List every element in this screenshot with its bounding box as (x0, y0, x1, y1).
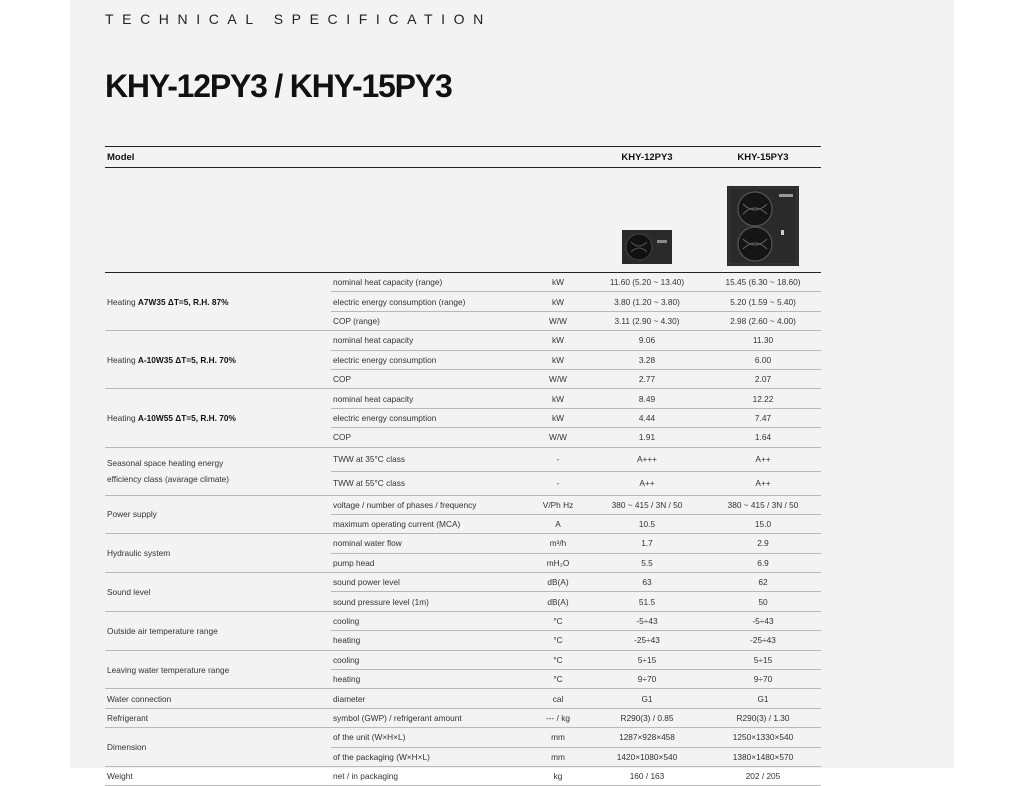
value-cell-2: 5÷15 (705, 650, 821, 669)
value-cell-1: 51.5 (589, 592, 705, 611)
value-cell-2: 6.00 (705, 350, 821, 369)
param-cell: symbol (GWP) / refrigerant amount (331, 708, 527, 727)
value-cell-1: G1 (589, 689, 705, 708)
param-cell: heating (331, 670, 527, 689)
value-cell-2: 1380×1480×570 (705, 747, 821, 766)
table-row (105, 573, 821, 592)
value-cell-1: 380 ~ 415 / 3N / 50 (589, 495, 705, 514)
product-image-cell-1 (589, 168, 705, 273)
param-cell: nominal heat capacity (331, 389, 527, 408)
unit-cell: °C (527, 650, 589, 669)
table-row (105, 495, 821, 514)
unit-cell: m³/h (527, 534, 589, 553)
unit-cell: °C (527, 631, 589, 650)
value-cell-1: 5.5 (589, 553, 705, 572)
param-cell: TWW at 55°C class (331, 471, 527, 495)
category-dimension: Dimension (105, 728, 331, 767)
model-col-2: KHY-15PY3 (705, 147, 821, 168)
heat-pump-large-image (727, 186, 799, 266)
param-cell: net / in packaging (331, 766, 527, 785)
unit-cell: W/W (527, 428, 589, 447)
category-heating-a10w35: Heating A-10W35 ΔT=5, R.H. 70% (105, 331, 331, 389)
unit-cell: mm (527, 747, 589, 766)
table-row (105, 534, 821, 553)
category-refrigerant: Refrigerant (105, 708, 331, 727)
model-label: Model (105, 147, 331, 168)
unit-cell: W/W (527, 369, 589, 388)
category-sound-level: Sound level (105, 573, 331, 612)
value-cell-2: -25÷43 (705, 631, 821, 650)
param-cell: of the unit (W×H×L) (331, 728, 527, 747)
category-power-supply: Power supply (105, 495, 331, 534)
value-cell-2: 2.9 (705, 534, 821, 553)
value-cell-1: 11.60 (5.20 ~ 13.40) (589, 273, 705, 292)
category-heating-a10w55: Heating A-10W55 ΔT=5, R.H. 70% (105, 389, 331, 447)
value-cell-2: 2.07 (705, 369, 821, 388)
param-cell: electric energy consumption (331, 350, 527, 369)
table-row (105, 273, 821, 292)
value-cell-2: 202 / 205 (705, 766, 821, 785)
value-cell-1: 1420×1080×540 (589, 747, 705, 766)
product-image-cell-2 (705, 168, 821, 273)
value-cell-1: 1287×928×458 (589, 728, 705, 747)
unit-cell: °C (527, 611, 589, 630)
value-cell-1: 3.80 (1.20 ~ 3.80) (589, 292, 705, 311)
value-cell-2: 7.47 (705, 408, 821, 427)
value-cell-2: -5÷43 (705, 611, 821, 630)
value-cell-1: 160 / 163 (589, 766, 705, 785)
value-cell-1: 3.28 (589, 350, 705, 369)
unit-cell: - (527, 471, 589, 495)
value-cell-1: A+++ (589, 447, 705, 471)
value-cell-1: -25÷43 (589, 631, 705, 650)
param-cell: electric energy consumption (range) (331, 292, 527, 311)
value-cell-2: R290(3) / 1.30 (705, 708, 821, 727)
value-cell-2: 11.30 (705, 331, 821, 350)
table-row (105, 389, 821, 408)
unit-cell: V/Ph Hz (527, 495, 589, 514)
table-row (105, 611, 821, 630)
value-cell-2: 1250×1330×540 (705, 728, 821, 747)
unit-cell: A (527, 514, 589, 533)
param-cell: COP (331, 369, 527, 388)
table-row (105, 447, 821, 471)
unit-cell: kW (527, 350, 589, 369)
unit-cell: kW (527, 292, 589, 311)
unit-cell: mH₂O (527, 553, 589, 572)
value-cell-1: A++ (589, 471, 705, 495)
unit-cell: mm (527, 728, 589, 747)
value-cell-2: G1 (705, 689, 821, 708)
param-cell: sound power level (331, 573, 527, 592)
value-cell-2: A++ (705, 447, 821, 471)
value-cell-1: 1.91 (589, 428, 705, 447)
param-cell: nominal heat capacity (331, 331, 527, 350)
unit-cell: - (527, 447, 589, 471)
table-row (105, 708, 821, 727)
value-cell-2: 9÷70 (705, 670, 821, 689)
value-cell-1: 2.77 (589, 369, 705, 388)
param-cell: heating (331, 631, 527, 650)
category-weight: Weight (105, 766, 331, 785)
value-cell-2: 2.98 (2.60 ~ 4.00) (705, 311, 821, 330)
unit-cell: kW (527, 331, 589, 350)
product-image-row (105, 168, 821, 273)
page-title: KHY-12PY3 / KHY-15PY3 (105, 68, 452, 104)
unit-cell: dB(A) (527, 573, 589, 592)
param-cell: nominal water flow (331, 534, 527, 553)
value-cell-2: 15.45 (6.30 ~ 18.60) (705, 273, 821, 292)
unit-cell: cal (527, 689, 589, 708)
param-cell: pump head (331, 553, 527, 572)
category-outside-air-temperature: Outside air temperature range (105, 611, 331, 650)
unit-cell: kW (527, 273, 589, 292)
value-cell-2: 380 ~ 415 / 3N / 50 (705, 495, 821, 514)
unit-cell: W/W (527, 311, 589, 330)
value-cell-2: 50 (705, 592, 821, 611)
param-cell: TWW at 35°C class (331, 447, 527, 471)
category-leaving-water-temperature: Leaving water temperature range (105, 650, 331, 689)
value-cell-1: 3.11 (2.90 ~ 4.30) (589, 311, 705, 330)
table-row (105, 650, 821, 669)
value-cell-2: 15.0 (705, 514, 821, 533)
heat-pump-small-image (622, 230, 672, 264)
category-seasonal: Seasonal space heating energy efficiency class (avarage climate) (105, 447, 331, 495)
param-cell: COP (331, 428, 527, 447)
table-header-row (105, 147, 821, 168)
value-cell-2: 5.20 (1.59 ~ 5.40) (705, 292, 821, 311)
value-cell-1: 9.06 (589, 331, 705, 350)
unit-cell: kg (527, 766, 589, 785)
category-hydraulic-system: Hydraulic system (105, 534, 331, 573)
value-cell-1: 10.5 (589, 514, 705, 533)
param-cell: nominal heat capacity (range) (331, 273, 527, 292)
spec-table (105, 146, 821, 786)
value-cell-1: 1.7 (589, 534, 705, 553)
value-cell-2: 6.9 (705, 553, 821, 572)
table-row (105, 728, 821, 747)
value-cell-2: 12.22 (705, 389, 821, 408)
unit-cell: °C (527, 670, 589, 689)
value-cell-2: 62 (705, 573, 821, 592)
category-water-connection: Water connection (105, 689, 331, 708)
unit-cell: dB(A) (527, 592, 589, 611)
value-cell-1: 5÷15 (589, 650, 705, 669)
value-cell-1: R290(3) / 0.85 (589, 708, 705, 727)
value-cell-1: 9÷70 (589, 670, 705, 689)
param-cell: sound pressure level (1m) (331, 592, 527, 611)
category-heating-a7w35: Heating A7W35 ΔT=5, R.H. 87% (105, 273, 331, 331)
value-cell-2: 1.64 (705, 428, 821, 447)
value-cell-2: A++ (705, 471, 821, 495)
param-cell: of the packaging (W×H×L) (331, 747, 527, 766)
param-cell: electric energy consumption (331, 408, 527, 427)
value-cell-1: 8.49 (589, 389, 705, 408)
param-cell: voltage / number of phases / frequency (331, 495, 527, 514)
param-cell: cooling (331, 611, 527, 630)
param-cell: diameter (331, 689, 527, 708)
value-cell-1: 63 (589, 573, 705, 592)
model-col-1: KHY-12PY3 (589, 147, 705, 168)
table-row (105, 689, 821, 708)
table-row (105, 766, 821, 785)
unit-cell: kW (527, 389, 589, 408)
param-cell: maximum operating current (MCA) (331, 514, 527, 533)
section-subtitle: TECHNICAL SPECIFICATION (105, 11, 492, 27)
param-cell: cooling (331, 650, 527, 669)
value-cell-1: -5÷43 (589, 611, 705, 630)
unit-cell: kW (527, 408, 589, 427)
value-cell-1: 4.44 (589, 408, 705, 427)
unit-cell: --- / kg (527, 708, 589, 727)
table-row (105, 331, 821, 350)
param-cell: COP (range) (331, 311, 527, 330)
